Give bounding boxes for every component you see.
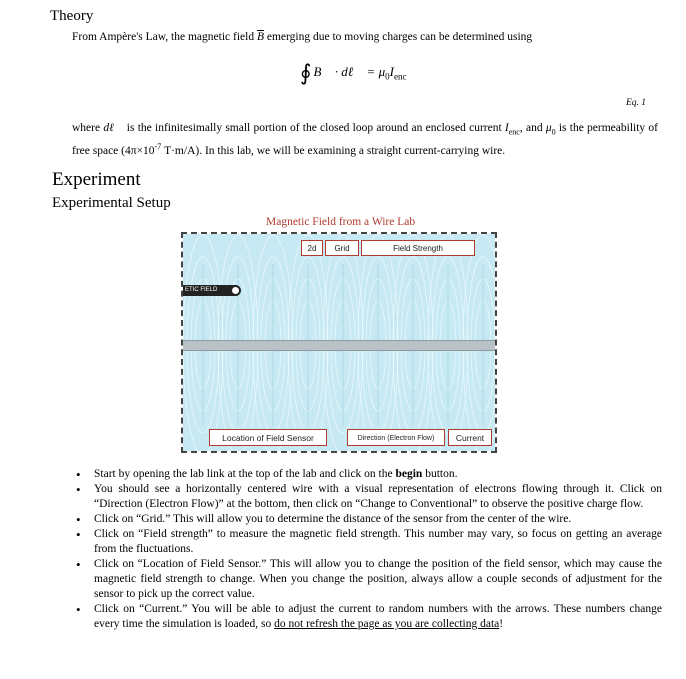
b-vector: $\overline{B}$ [256, 31, 264, 43]
i-enc-subscript: enc [508, 127, 520, 137]
para-text: T·m/A). In this lab, we will be examining a straight current-carrying wire. [161, 145, 506, 158]
exponent: -7 [154, 142, 162, 152]
current-subscript: enc [393, 71, 407, 82]
list-item: • You should see a horizontally centered wire with a visual representation of electrons flowing through it. Click on “Direction (Electron Flow)” at the bottom, then click on “Change to Conventional” to observe the positive charge flow. [72, 482, 662, 512]
simulation-title: Magnetic Field from a Wire Lab [266, 216, 416, 228]
simulation-panel[interactable] [181, 232, 497, 453]
equation-lhs: B⃗ · dℓ⃗ = μ [313, 64, 386, 79]
i-enc-symbol: I [504, 122, 509, 134]
mu-subscript: 0 [385, 71, 390, 82]
simulation-border [181, 232, 497, 453]
mu-subscript: 0 [551, 127, 556, 137]
list-item [72, 602, 662, 632]
intro-text-a: From Ampère's Law, the magnetic field [72, 31, 257, 43]
item-text: Click on “Current.” You will be able to adjust the current to random numbers with the arrows. These numbers change every time the simulation is loaded, so [94, 603, 662, 630]
para-text: where [72, 122, 104, 134]
equation-current: I [389, 64, 394, 79]
current-button[interactable]: Current [448, 429, 492, 446]
equation-label: Eq. 1 [625, 98, 646, 108]
direction-electron-flow-button[interactable]: Direction (Electron Flow) [347, 429, 445, 446]
contour-integral-symbol: ∮ [300, 60, 312, 85]
toggle-label: ETIC FIELD [185, 287, 218, 293]
setup-heading: Experimental Setup [52, 195, 171, 211]
theory-intro [72, 31, 532, 43]
para-text: , and [519, 122, 546, 134]
instructions-list [72, 467, 662, 632]
theory-paragraph [72, 121, 658, 159]
location-of-field-sensor-button[interactable]: Location of Field Sensor [209, 429, 327, 446]
item-text: Start by opening the lab link at the top of the lab and click on the [94, 468, 396, 480]
item-text: button. [422, 468, 458, 480]
ampere-equation [300, 60, 406, 86]
list-item [72, 467, 662, 482]
dl-symbol: dℓ⃗ [103, 122, 124, 134]
para-text: is the permeability of free space (4π×10 [72, 122, 658, 158]
list-item: • Click on “Grid.” This will allow you to determine the distance of the sensor from the center of the wire. [72, 512, 662, 527]
item-text: ! [499, 618, 504, 630]
intro-text-b: emerging due to moving charges can be determined using [264, 31, 533, 43]
para-text: is the infinitesimally small portion of the closed loop around an enclosed current [123, 122, 505, 134]
field-strength-button[interactable]: Field Strength [361, 240, 475, 256]
refresh-warning: do not refresh the page as you are collecting data [274, 618, 500, 630]
begin-keyword: begin [395, 468, 423, 480]
grid-button[interactable]: Grid [325, 240, 359, 256]
experiment-heading: Experiment [52, 169, 141, 190]
list-item: • Click on “Location of Field Sensor.” This will allow you to change the position of the field sensor, which may cause the magnetic field strength to change. When you change the position, always allow a couple seconds of adjustment for the sensor to pick up the correct value. [72, 557, 662, 602]
list-item: • Click on “Field strength” to measure the magnetic field strength. This number may vary, so focus on getting an average from the fluctuations. [72, 527, 662, 557]
2d-button[interactable]: 2d [301, 240, 323, 256]
theory-heading: Theory [50, 8, 94, 24]
mu-symbol: μ [545, 122, 552, 134]
